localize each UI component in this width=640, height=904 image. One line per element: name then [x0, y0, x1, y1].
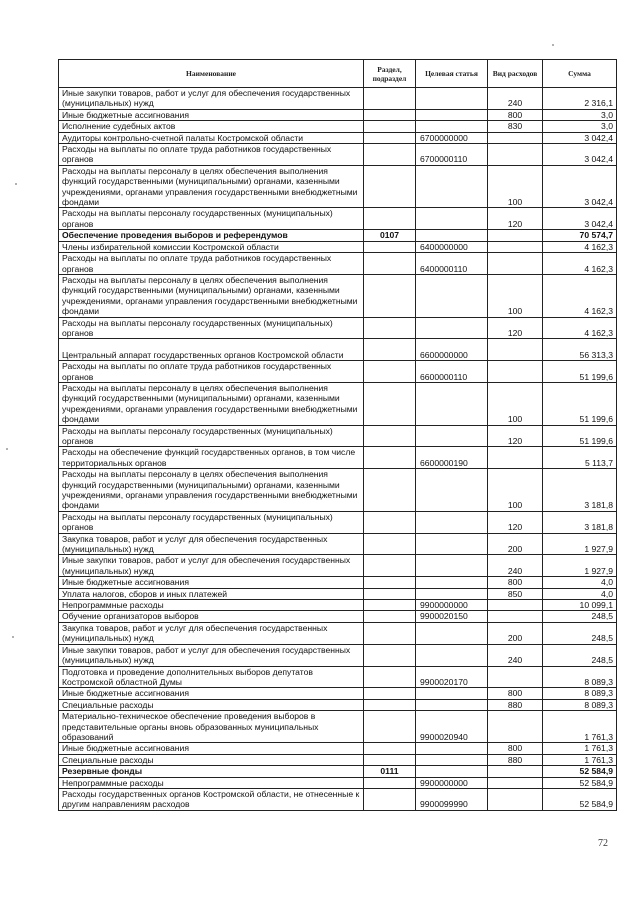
row-name: Непрограммные расходы — [59, 777, 364, 788]
table-row — [59, 711, 617, 743]
row-type — [488, 339, 543, 361]
row-sum: 4 162,3 — [543, 317, 617, 339]
row-section — [364, 382, 416, 425]
row-name: Специальные расходы — [59, 699, 364, 710]
row-target — [416, 644, 488, 666]
row-type — [488, 447, 543, 469]
row-name: Расходы на обеспечение функций государственных органов, в том числе территориальных органов — [59, 447, 364, 469]
table-row — [59, 253, 617, 275]
row-section — [364, 555, 416, 577]
row-target: 6600000190 — [416, 447, 488, 469]
row-name: Иные закупки товаров, работ и услуг для обеспечения государственных (муниципальных) нужд — [59, 555, 364, 577]
row-target: 9900020150 — [416, 611, 488, 622]
row-target — [416, 754, 488, 765]
header-target: Целевая статья — [416, 60, 488, 88]
row-sum: 8 089,3 — [543, 666, 617, 688]
row-name: Расходы на выплаты персоналу в целях обеспечения выполнения функций государственными (муниципальными) органами, казенными учреждениями, органами управления государственными внебюджетными фондами — [59, 469, 364, 512]
row-type — [488, 144, 543, 166]
row-sum: 8 089,3 — [543, 699, 617, 710]
row-sum: 10 099,1 — [543, 600, 617, 611]
row-sum: 3,0 — [543, 109, 617, 120]
row-name: Иные бюджетные ассигнования — [59, 688, 364, 699]
row-name: Расходы государственных органов Костромской области, не отнесенные к другим направлениям расходов — [59, 788, 364, 810]
row-section — [364, 88, 416, 110]
row-sum: 3 042,4 — [543, 208, 617, 230]
row-sum: 4,0 — [543, 577, 617, 588]
row-name: Аудиторы контрольно-счетной палаты Костромской области — [59, 132, 364, 143]
row-name: Иные бюджетные ассигнования — [59, 109, 364, 120]
table-row — [59, 274, 617, 317]
row-type — [488, 777, 543, 788]
row-section — [364, 253, 416, 275]
row-sum: 70 574,7 — [543, 230, 617, 241]
table-row — [59, 230, 617, 241]
row-sum: 2 316,1 — [543, 88, 617, 110]
table-row — [59, 425, 617, 447]
row-name: Иные бюджетные ассигнования — [59, 743, 364, 754]
row-target: 9900099990 — [416, 788, 488, 810]
row-sum: 1 927,9 — [543, 555, 617, 577]
row-name: Уплата налогов, сборов и иных платежей — [59, 588, 364, 599]
row-section — [364, 121, 416, 132]
table-row — [59, 447, 617, 469]
row-section — [364, 144, 416, 166]
row-section — [364, 361, 416, 383]
row-name: Исполнение судебных актов — [59, 121, 364, 132]
row-name: Расходы на выплаты по оплате труда работников государственных органов — [59, 361, 364, 383]
table-body — [59, 88, 617, 811]
row-sum: 4,0 — [543, 588, 617, 599]
row-sum: 8 089,3 — [543, 688, 617, 699]
table-row — [59, 788, 617, 810]
row-type — [488, 361, 543, 383]
row-target — [416, 533, 488, 555]
table-row — [59, 109, 617, 120]
row-type — [488, 611, 543, 622]
row-name: Иные бюджетные ассигнования — [59, 577, 364, 588]
table-row — [59, 777, 617, 788]
scan-speck — [552, 44, 554, 46]
row-target — [416, 230, 488, 241]
row-target — [416, 425, 488, 447]
row-section — [364, 777, 416, 788]
row-type — [488, 241, 543, 252]
row-target — [416, 555, 488, 577]
row-section — [364, 241, 416, 252]
row-type: 120 — [488, 317, 543, 339]
row-section — [364, 699, 416, 710]
row-section: 0107 — [364, 230, 416, 241]
table-row — [59, 766, 617, 777]
row-sum: 3 042,4 — [543, 144, 617, 166]
row-target: 6400000110 — [416, 253, 488, 275]
row-section — [364, 109, 416, 120]
header-sum: Сумма — [543, 60, 617, 88]
row-sum: 51 199,6 — [543, 425, 617, 447]
row-name: Расходы на выплаты по оплате труда работников государственных органов — [59, 144, 364, 166]
row-type — [488, 230, 543, 241]
row-type: 880 — [488, 754, 543, 765]
row-section — [364, 743, 416, 754]
row-type: 100 — [488, 382, 543, 425]
row-sum: 52 584,9 — [543, 788, 617, 810]
row-target — [416, 317, 488, 339]
row-sum: 52 584,9 — [543, 777, 617, 788]
row-target — [416, 88, 488, 110]
table-row — [59, 208, 617, 230]
row-sum: 3,0 — [543, 121, 617, 132]
row-type: 120 — [488, 208, 543, 230]
row-sum: 248,5 — [543, 644, 617, 666]
row-section — [364, 165, 416, 208]
table-row — [59, 555, 617, 577]
row-target — [416, 588, 488, 599]
page-number: 72 — [598, 838, 608, 849]
table-row — [59, 644, 617, 666]
row-type — [488, 666, 543, 688]
table-row — [59, 577, 617, 588]
row-section — [364, 788, 416, 810]
row-section — [364, 511, 416, 533]
row-target — [416, 699, 488, 710]
row-sum: 3 042,4 — [543, 132, 617, 143]
row-target — [416, 382, 488, 425]
scan-speck — [12, 636, 14, 638]
row-sum: 5 113,7 — [543, 447, 617, 469]
row-sum: 51 199,6 — [543, 382, 617, 425]
table-row — [59, 600, 617, 611]
row-type: 120 — [488, 511, 543, 533]
row-type: 850 — [488, 588, 543, 599]
row-name: Материально-техническое обеспечение проведения выборов в представительные органы вновь образованных муниципальных образований — [59, 711, 364, 743]
row-target — [416, 577, 488, 588]
budget-table — [58, 59, 617, 811]
row-section — [364, 622, 416, 644]
row-type: 100 — [488, 274, 543, 317]
row-name: Расходы на выплаты персоналу в целях обеспечения выполнения функций государственными (муниципальными) органами, казенными учреждениями, органами управления государственными внебюджетными фондами — [59, 382, 364, 425]
row-section — [364, 208, 416, 230]
header-type: Вид расходов — [488, 60, 543, 88]
table-row — [59, 339, 617, 361]
row-sum: 1 761,3 — [543, 754, 617, 765]
row-sum: 1 761,3 — [543, 711, 617, 743]
scan-speck — [15, 183, 17, 185]
row-type: 120 — [488, 425, 543, 447]
row-section — [364, 666, 416, 688]
row-target — [416, 688, 488, 699]
row-type — [488, 253, 543, 275]
row-name: Расходы на выплаты по оплате труда работников государственных органов — [59, 253, 364, 275]
row-section — [364, 688, 416, 699]
row-name: Обучение организаторов выборов — [59, 611, 364, 622]
row-sum: 4 162,3 — [543, 274, 617, 317]
table-row — [59, 511, 617, 533]
row-name: Расходы на выплаты персоналу государственных (муниципальных) органов — [59, 208, 364, 230]
row-target — [416, 469, 488, 512]
row-name: Специальные расходы — [59, 754, 364, 765]
row-type: 200 — [488, 622, 543, 644]
row-target: 9900020940 — [416, 711, 488, 743]
row-sum: 52 584,9 — [543, 766, 617, 777]
row-sum: 4 162,3 — [543, 241, 617, 252]
row-target: 9900000000 — [416, 600, 488, 611]
row-sum: 248,5 — [543, 622, 617, 644]
table-row — [59, 165, 617, 208]
row-name: Расходы на выплаты персоналу в целях обеспечения выполнения функций государственными (муниципальными) органами, казенными учреждениями, органами управления государственными внебюджетными фондами — [59, 274, 364, 317]
table-header — [59, 60, 617, 88]
row-section — [364, 317, 416, 339]
table-row — [59, 361, 617, 383]
header-row — [59, 60, 617, 88]
row-target — [416, 165, 488, 208]
table-row — [59, 699, 617, 710]
row-sum: 1 761,3 — [543, 743, 617, 754]
row-target: 6600000110 — [416, 361, 488, 383]
row-section — [364, 588, 416, 599]
row-target — [416, 743, 488, 754]
row-name: Расходы на выплаты персоналу государственных (муниципальных) органов — [59, 425, 364, 447]
header-name: Наименование — [59, 60, 364, 88]
row-sum: 1 927,9 — [543, 533, 617, 555]
row-type: 240 — [488, 644, 543, 666]
row-section — [364, 644, 416, 666]
row-name: Центральный аппарат государственных органов Костромской области — [59, 339, 364, 361]
row-sum: 248,5 — [543, 611, 617, 622]
row-name: Обеспечение проведения выборов и референдумов — [59, 230, 364, 241]
table-row — [59, 588, 617, 599]
row-type: 240 — [488, 555, 543, 577]
table-row — [59, 666, 617, 688]
row-name: Иные закупки товаров, работ и услуг для обеспечения государственных (муниципальных) нужд — [59, 644, 364, 666]
header-section: Раздел, подраздел — [364, 60, 416, 88]
row-section — [364, 711, 416, 743]
row-name: Расходы на выплаты персоналу государственных (муниципальных) органов — [59, 317, 364, 339]
row-target — [416, 511, 488, 533]
row-name: Подготовка и проведение дополнительных выборов депутатов Костромской областной Думы — [59, 666, 364, 688]
row-type — [488, 766, 543, 777]
row-sum: 51 199,6 — [543, 361, 617, 383]
row-type: 200 — [488, 533, 543, 555]
row-section — [364, 469, 416, 512]
table-row — [59, 317, 617, 339]
row-target — [416, 121, 488, 132]
row-type: 800 — [488, 109, 543, 120]
row-type: 800 — [488, 688, 543, 699]
table-row — [59, 533, 617, 555]
row-target: 6400000000 — [416, 241, 488, 252]
table-row — [59, 382, 617, 425]
table-row — [59, 88, 617, 110]
table-row — [59, 469, 617, 512]
row-target: 6600000000 — [416, 339, 488, 361]
row-section — [364, 533, 416, 555]
row-target: 6700000000 — [416, 132, 488, 143]
budget-table-container — [58, 59, 616, 811]
row-type: 830 — [488, 121, 543, 132]
row-section — [364, 754, 416, 765]
row-type — [488, 711, 543, 743]
row-name: Расходы на выплаты персоналу государственных (муниципальных) органов — [59, 511, 364, 533]
row-name: Иные закупки товаров, работ и услуг для обеспечения государственных (муниципальных) нужд — [59, 88, 364, 110]
table-row — [59, 611, 617, 622]
row-target — [416, 622, 488, 644]
row-section — [364, 274, 416, 317]
row-section — [364, 339, 416, 361]
table-row — [59, 754, 617, 765]
row-target: 6700000110 — [416, 144, 488, 166]
row-target: 9900000000 — [416, 777, 488, 788]
row-sum: 3 181,8 — [543, 469, 617, 512]
table-row — [59, 144, 617, 166]
row-name: Члены избирательной комиссии Костромской области — [59, 241, 364, 252]
row-target — [416, 109, 488, 120]
row-section — [364, 132, 416, 143]
table-row — [59, 622, 617, 644]
row-target — [416, 766, 488, 777]
row-type: 800 — [488, 577, 543, 588]
scan-speck — [6, 448, 8, 450]
row-type: 240 — [488, 88, 543, 110]
table-row — [59, 121, 617, 132]
row-name: Непрограммные расходы — [59, 600, 364, 611]
row-type: 800 — [488, 743, 543, 754]
row-sum: 3 181,8 — [543, 511, 617, 533]
row-type — [488, 600, 543, 611]
row-type — [488, 788, 543, 810]
row-section — [364, 600, 416, 611]
table-row — [59, 743, 617, 754]
row-section — [364, 447, 416, 469]
row-section — [364, 577, 416, 588]
row-name: Закупка товаров, работ и услуг для обеспечения государственных (муниципальных) нужд — [59, 533, 364, 555]
table-row — [59, 688, 617, 699]
row-type: 100 — [488, 469, 543, 512]
row-type: 880 — [488, 699, 543, 710]
row-target — [416, 208, 488, 230]
row-type: 100 — [488, 165, 543, 208]
table-row — [59, 132, 617, 143]
row-name: Закупка товаров, работ и услуг для обеспечения государственных (муниципальных) нужд — [59, 622, 364, 644]
row-sum: 3 042,4 — [543, 165, 617, 208]
row-name: Резервные фонды — [59, 766, 364, 777]
row-sum: 56 313,3 — [543, 339, 617, 361]
row-section — [364, 425, 416, 447]
row-name: Расходы на выплаты персоналу в целях обеспечения выполнения функций государственными (муниципальными) органами, казенными учреждениями, органами управления государственными внебюджетными фондами — [59, 165, 364, 208]
row-type — [488, 132, 543, 143]
row-target — [416, 274, 488, 317]
row-sum: 4 162,3 — [543, 253, 617, 275]
row-section — [364, 611, 416, 622]
row-target: 9900020170 — [416, 666, 488, 688]
table-row — [59, 241, 617, 252]
row-section: 0111 — [364, 766, 416, 777]
